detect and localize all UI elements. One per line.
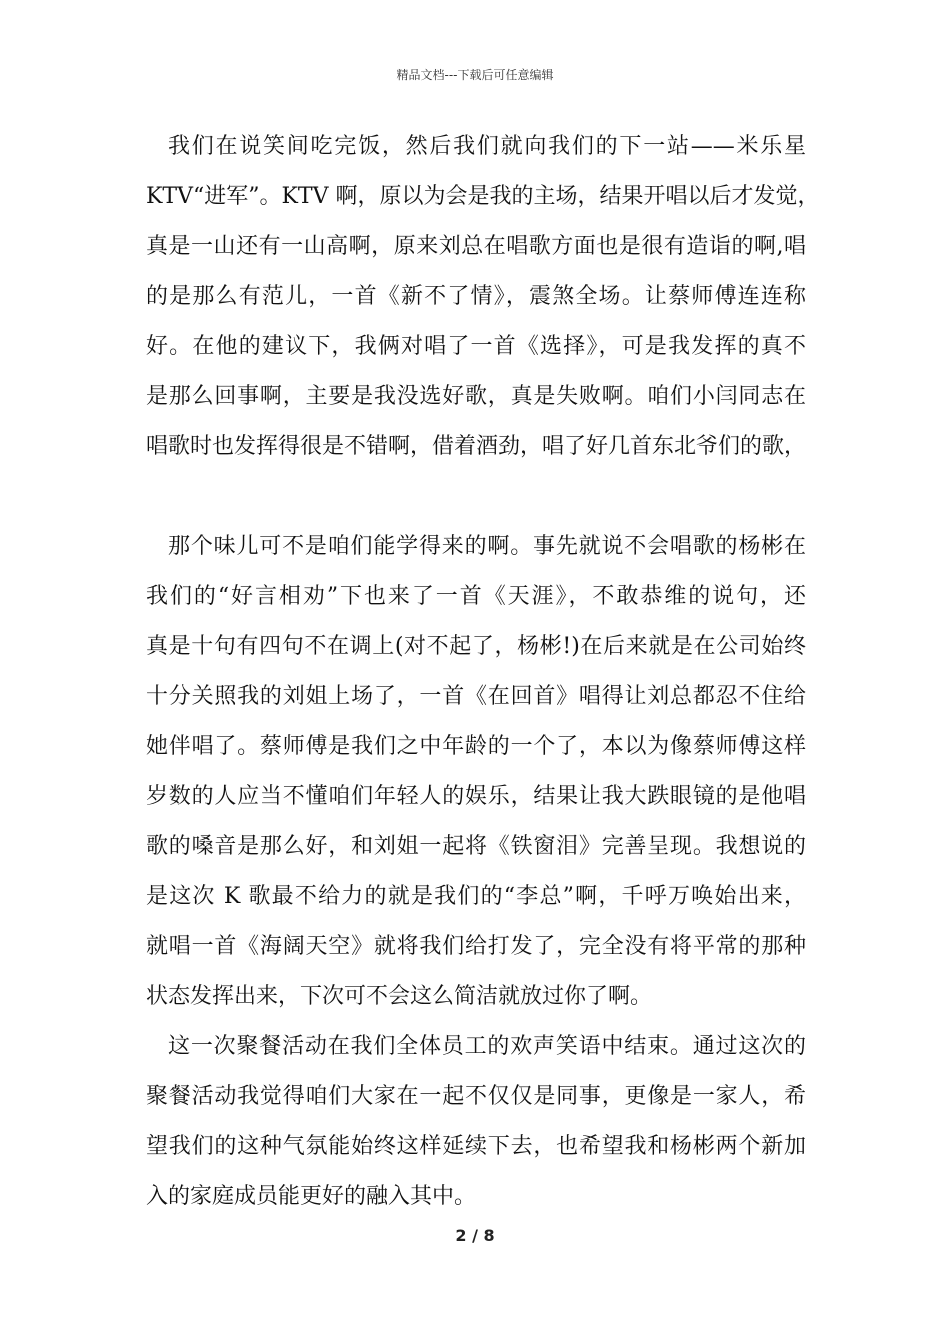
text-line: 聚餐活动我觉得咱们大家在一起不仅仅是同事，更像是一家人，希 [146,1084,806,1109]
text-line: 我们在说笑间吃完饭，然后我们就向我们的下一站——米乐星 [168,134,806,159]
paragraph-3 [146,1022,806,1222]
text-line: 是这次 K 歌最不给力的就是我们的“李总”啊，千呼万唤始出来， [146,884,806,909]
text-line: 我们的“好言相劝”下也来了一首《天涯》，不敢恭维的说句，还 [146,584,806,609]
text-line: 好。在他的建议下，我俩对唱了一首《选择》，可是我发挥的真不 [146,334,806,359]
text-line: KTV“进军”。KTV 啊，原以为会是我的主场，结果开唱以后才发觉， [146,184,820,209]
text-line: 状态发挥出来，下次可不会这么简洁就放过你了啊。 [146,984,653,1009]
text-line: 入的家庭成员能更好的融入其中。 [146,1184,477,1209]
text-line: 望我们的这种气氛能始终这样延续下去，也希望我和杨彬两个新加 [146,1134,806,1159]
text-line: 十分关照我的刘姐上场了，一首《在回首》唱得让刘总都忍不住给 [146,684,806,709]
page-number: 2 / 8 [455,1226,495,1245]
text-line: 歌的嗓音是那么好，和刘姐一起将《铁窗泪》完善呈现。我想说的 [146,834,806,859]
text-line: 真是十句有四句不在调上(对不起了，杨彬!)在后来就是在公司始终 [146,634,806,659]
text-line: 真是一山还有一山高啊，原来刘总在唱歌方面也是很有造诣的啊,唱 [146,234,806,259]
paragraph-2 [146,522,806,1022]
text-line: 这一次聚餐活动在我们全体员工的欢声笑语中结束。通过这次的 [168,1034,806,1059]
text-line: 岁数的人应当不懂咱们年轻人的娱乐，结果让我大跌眼镜的是他唱 [146,784,806,809]
text-line: 的是那么有范儿，一首《新不了情》，震煞全场。让蔡师傅连连称 [146,284,806,309]
text-line: 那个味儿可不是咱们能学得来的啊。事先就说不会唱歌的杨彬在 [168,534,806,559]
text-line: 就唱一首《海阔天空》就将我们给打发了，完全没有将平常的那种 [146,934,806,959]
text-line: 是那么回事啊，主要是我没选好歌，真是失败啊。咱们小闫同志在 [146,384,806,409]
text-line: 她伴唱了。蔡师傅是我们之中年龄的一个了，本以为像蔡师傅这样 [146,734,806,759]
paragraph-1 [146,122,820,472]
text-line: 唱歌时也发挥得很是不错啊，借着酒劲，唱了好几首东北爷们的歌， [146,434,807,459]
page-header: 精品文档---下载后可任意编辑 [396,68,554,82]
